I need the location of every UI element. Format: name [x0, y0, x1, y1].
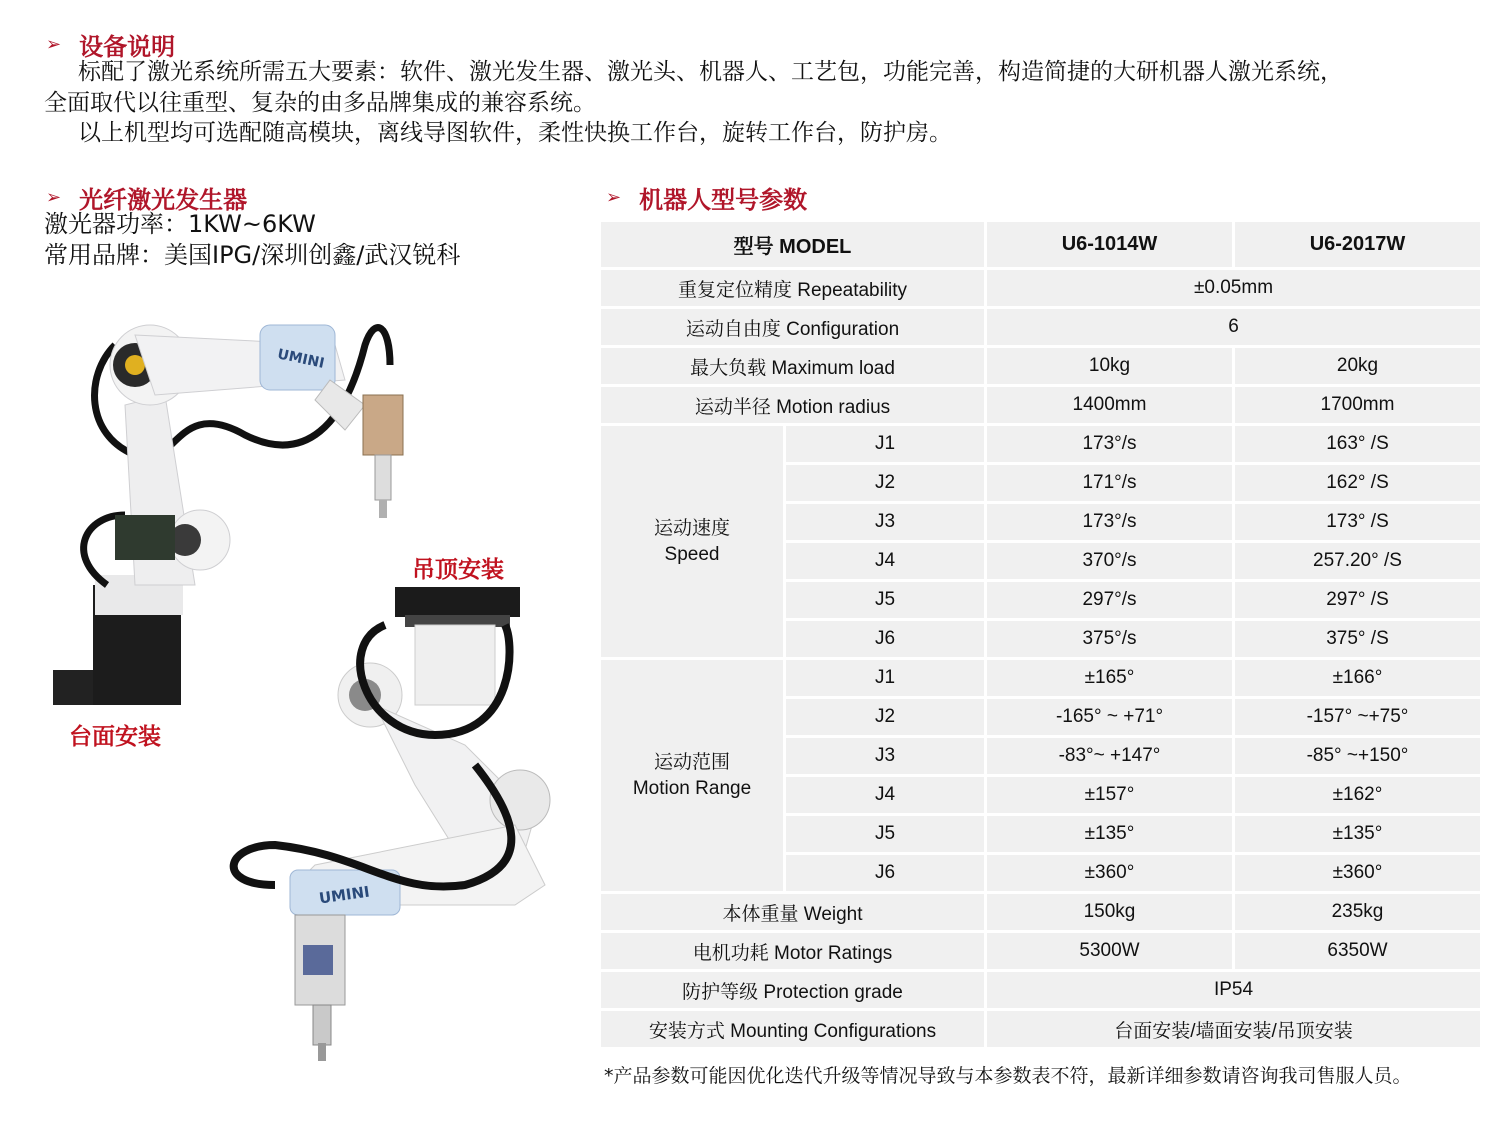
row-value-1: 10kg: [987, 348, 1235, 387]
group-label-en: Motion Range: [632, 777, 752, 799]
row-value-1: 297°/s: [987, 582, 1235, 621]
row-value-1: ±165°: [987, 660, 1235, 699]
joint-label: J2: [786, 699, 987, 738]
laser-brands: 常用品牌：美国IPG/深圳创鑫/武汉锐科: [44, 241, 461, 269]
row-label: 防护等级 Protection grade: [601, 972, 987, 1011]
row-value-2: 1700mm: [1235, 387, 1480, 426]
row-value: 6: [987, 309, 1480, 348]
group-label-en: Speed: [664, 543, 720, 565]
row-value: IP54: [987, 972, 1480, 1011]
row-value-1: 1400mm: [987, 387, 1235, 426]
row-value-2: 163° /S: [1235, 426, 1480, 465]
arrow-bullet-icon: ➢: [606, 187, 622, 208]
header-model: 型号 MODEL: [601, 222, 987, 270]
joint-label: J2: [786, 465, 987, 504]
row-value-1: 375°/s: [987, 621, 1235, 660]
header-col2: U6-2017W: [1235, 222, 1480, 270]
robot-brand-label: UMINI: [317, 882, 371, 908]
table-row: [601, 894, 1480, 933]
ceiling-mount-label: 吊顶安装: [412, 557, 504, 583]
row-label: 电机功耗 Motor Ratings: [601, 933, 987, 972]
joint-label: J5: [786, 816, 987, 855]
footnote: *产品参数可能因优化迭代升级等情况导致与本参数表不符，最新详细参数请咨询我司售服人员。: [604, 1065, 1412, 1087]
row-label: 运动半径 Motion radius: [601, 387, 987, 426]
joint-label: J3: [786, 738, 987, 777]
row-value: 台面安装/墙面安装/吊顶安装: [987, 1011, 1480, 1050]
equipment-desc-line2: 全面取代以往重型、复杂的由多品牌集成的兼容系统。: [44, 90, 596, 116]
section-heading-params: [606, 180, 807, 215]
table-row: [601, 972, 1480, 1011]
floor-mount-label: 台面安装: [69, 724, 161, 750]
table-row: [601, 660, 1480, 699]
row-value-2: 375° /S: [1235, 621, 1480, 660]
row-value-1: -83°~ +147°: [987, 738, 1235, 777]
heading-text: 机器人型号参数: [639, 186, 808, 214]
table-row: [601, 348, 1480, 387]
table-row: [601, 387, 1480, 426]
range-group-label: [601, 660, 786, 894]
row-value-1: -165° ~ +71°: [987, 699, 1235, 738]
heading-text: 设备说明: [79, 33, 176, 61]
row-value-2: 20kg: [1235, 348, 1480, 387]
row-value-2: -157° ~+75°: [1235, 699, 1480, 738]
robot-ceiling-mount-image: [215, 585, 560, 1065]
header-col1: U6-1014W: [987, 222, 1235, 270]
row-value-1: 173°/s: [987, 426, 1235, 465]
row-value-1: 171°/s: [987, 465, 1235, 504]
row-value-2: ±162°: [1235, 777, 1480, 816]
joint-label: J1: [786, 660, 987, 699]
joint-label: J6: [786, 855, 987, 894]
arrow-bullet-icon: ➢: [46, 187, 62, 208]
row-value-2: -85° ~+150°: [1235, 738, 1480, 777]
group-label-cn: 运动范围: [653, 751, 730, 773]
row-label: 重复定位精度 Repeatability: [601, 270, 987, 309]
row-value-2: 6350W: [1235, 933, 1480, 972]
table-row: [601, 933, 1480, 972]
row-label: 最大负载 Maximum load: [601, 348, 987, 387]
row-value-2: ±135°: [1235, 816, 1480, 855]
table-row: [601, 270, 1480, 309]
row-value-2: 257.20° /S: [1235, 543, 1480, 582]
row-value: ±0.05mm: [987, 270, 1480, 309]
table-row: [601, 426, 1480, 465]
row-value-1: 150kg: [987, 894, 1235, 933]
row-value-2: ±166°: [1235, 660, 1480, 699]
laser-power: 激光器功率：1KW~6KW: [44, 210, 316, 238]
equipment-desc-line1: 标配了激光系统所需五大要素：软件、激光发生器、激光头、机器人、工艺包，功能完善，构造简捷的大研机器人激光系统，: [78, 59, 1343, 85]
robot-brand-label: UMINI: [275, 346, 326, 372]
row-value-2: 297° /S: [1235, 582, 1480, 621]
row-value-1: ±135°: [987, 816, 1235, 855]
row-value-1: 5300W: [987, 933, 1235, 972]
row-label: 运动自由度 Configuration: [601, 309, 987, 348]
speed-group-label: [601, 426, 786, 660]
table-row: [601, 309, 1480, 348]
row-label: 本体重量 Weight: [601, 894, 987, 933]
equipment-options: 以上机型均可选配随高模块，离线导图软件，柔性快换工作台，旋转工作台，防护房。: [78, 120, 952, 146]
row-value-1: ±360°: [987, 855, 1235, 894]
joint-label: J4: [786, 777, 987, 816]
joint-label: J4: [786, 543, 987, 582]
row-value-2: ±360°: [1235, 855, 1480, 894]
heading-text: 光纤激光发生器: [79, 186, 248, 214]
group-label-cn: 运动速度: [653, 517, 730, 539]
joint-label: J3: [786, 504, 987, 543]
row-value-1: 370°/s: [987, 543, 1235, 582]
table-header-row: [601, 222, 1480, 270]
row-value-1: 173°/s: [987, 504, 1235, 543]
row-value-1: ±157°: [987, 777, 1235, 816]
row-value-2: 173° /S: [1235, 504, 1480, 543]
row-label: 安装方式 Mounting Configurations: [601, 1011, 987, 1050]
joint-label: J1: [786, 426, 987, 465]
joint-label: J6: [786, 621, 987, 660]
robot-spec-table: [601, 222, 1480, 1050]
row-value-2: 162° /S: [1235, 465, 1480, 504]
joint-label: J5: [786, 582, 987, 621]
row-value-2: 235kg: [1235, 894, 1480, 933]
table-row: [601, 1011, 1480, 1050]
arrow-bullet-icon: ➢: [46, 34, 62, 55]
